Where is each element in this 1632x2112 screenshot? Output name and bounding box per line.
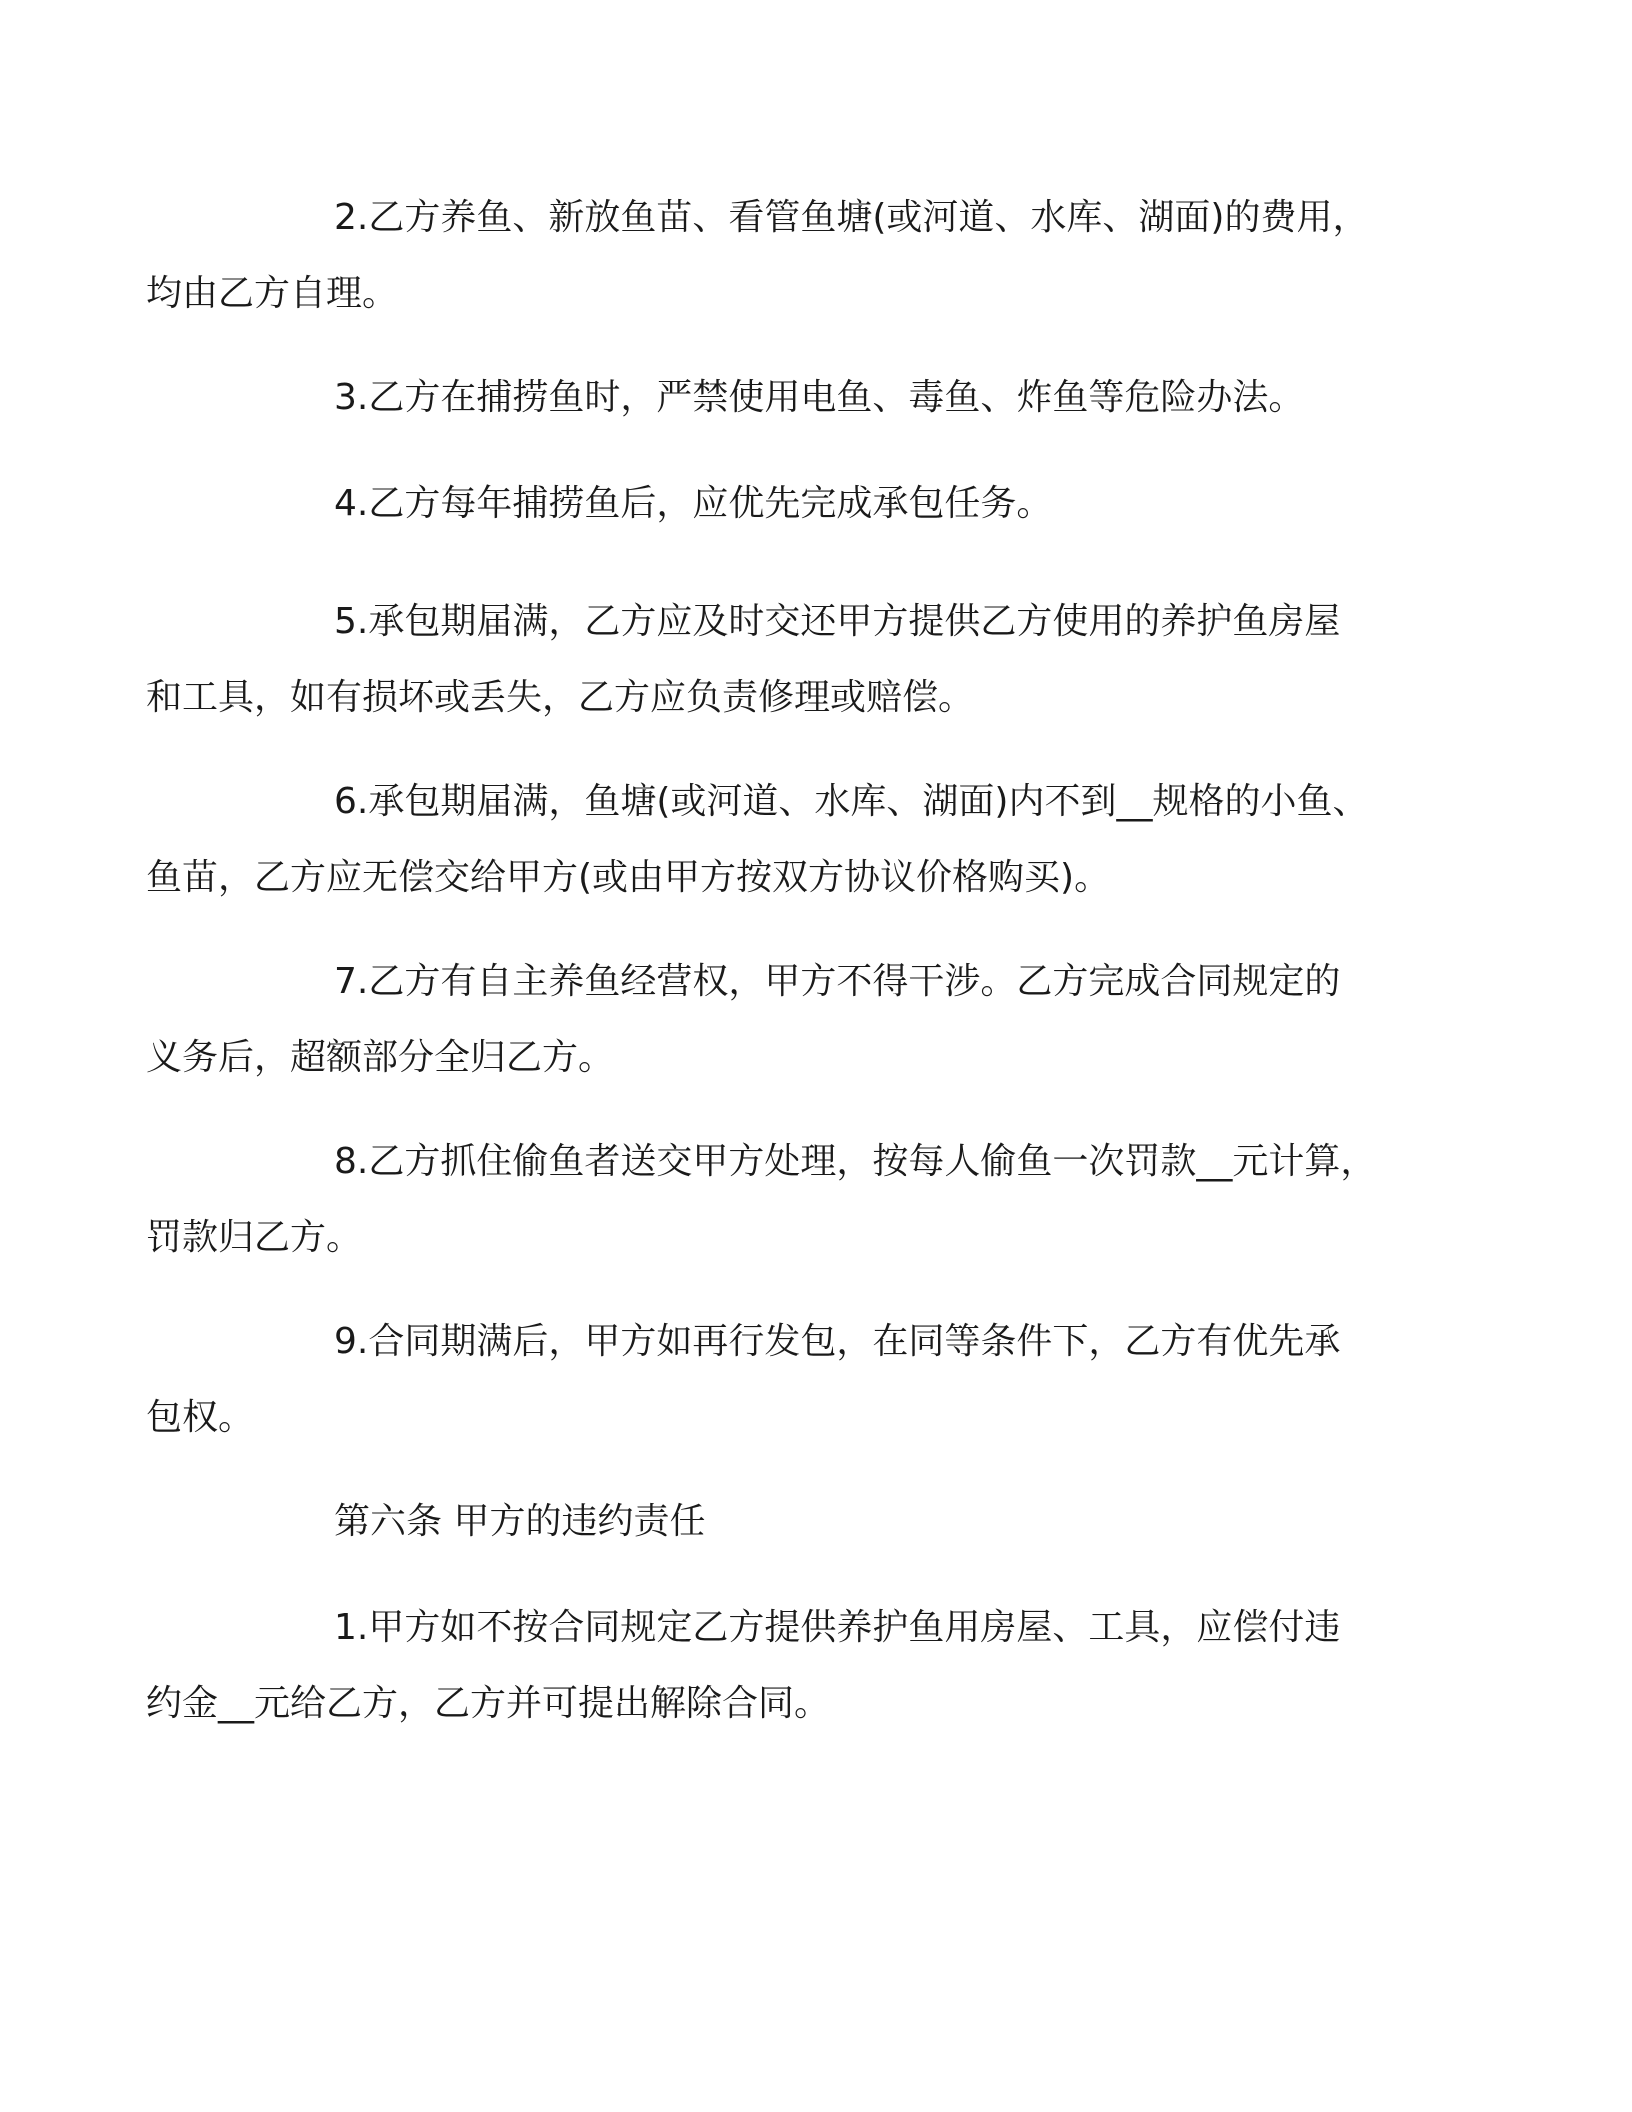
clause-6	[146, 764, 1380, 916]
article-6-clause-1-line-1: 1.甲方如不按合同规定乙方提供养护鱼用房屋、工具，应偿付违	[334, 1607, 1341, 1648]
clause-6-line-2: 鱼苗，乙方应无偿交给甲方(或由甲方按双方协议价格购买)。	[146, 857, 1111, 898]
section-heading-article-6	[240, 1484, 1380, 1560]
clause-5-line-1: 5.承包期届满，乙方应及时交还甲方提供乙方使用的养护鱼房屋	[334, 601, 1341, 642]
clause-5	[146, 584, 1380, 736]
clause-5-line-2: 和工具，如有损坏或丢失，乙方应负责修理或赔偿。	[146, 677, 975, 718]
article-6-clause-1-line-2: 约金__元给乙方，乙方并可提出解除合同。	[146, 1683, 831, 1724]
clause-8	[146, 1124, 1380, 1276]
section-heading-text: 第六条 甲方的违约责任	[334, 1501, 706, 1542]
clause-8-line-2: 罚款归乙方。	[146, 1217, 363, 1258]
clause-9	[146, 1304, 1380, 1456]
clause-7	[146, 944, 1380, 1096]
clause-2-line-2: 均由乙方自理。	[146, 273, 399, 314]
clause-4	[240, 466, 1380, 542]
clause-4-line-1: 4.乙方每年捕捞鱼后，应优先完成承包任务。	[334, 483, 1053, 524]
clause-3	[240, 360, 1380, 436]
clause-2	[146, 180, 1380, 332]
clause-2-line-1: 2.乙方养鱼、新放鱼苗、看管鱼塘(或河道、水库、湖面)的费用，	[334, 197, 1369, 238]
clause-9-line-1: 9.合同期满后，甲方如再行发包，在同等条件下，乙方有优先承	[334, 1321, 1341, 1362]
clause-7-line-2: 义务后，超额部分全归乙方。	[146, 1037, 615, 1078]
clause-6-line-1: 6.承包期届满，鱼塘(或河道、水库、湖面)内不到__规格的小鱼、	[334, 781, 1369, 822]
clause-9-line-2: 包权。	[146, 1397, 255, 1438]
clause-8-line-1: 8.乙方抓住偷鱼者送交甲方处理，按每人偷鱼一次罚款__元计算，	[334, 1141, 1377, 1182]
clause-3-line-1: 3.乙方在捕捞鱼时，严禁使用电鱼、毒鱼、炸鱼等危险办法。	[334, 377, 1305, 418]
article-6-clause-1	[146, 1590, 1380, 1742]
clause-7-line-1: 7.乙方有自主养鱼经营权，甲方不得干涉。乙方完成合同规定的	[334, 961, 1341, 1002]
